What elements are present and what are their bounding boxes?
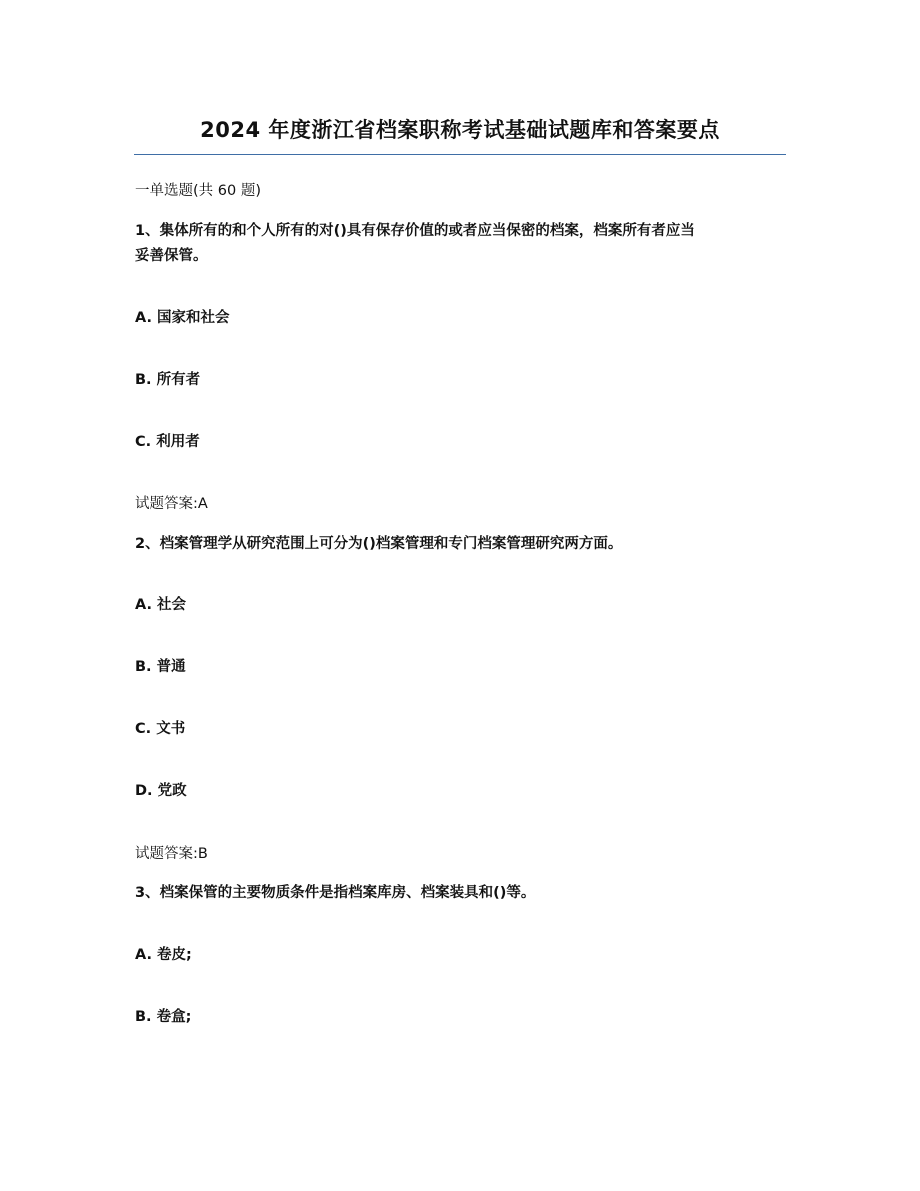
question-1-stem-line-1: 1、集体所有的和个人所有的对()具有保存价值的或者应当保密的档案，档案所有者应当	[135, 223, 695, 239]
question-2-option-c: C. 文书	[135, 721, 186, 737]
question-1-option-b: B. 所有者	[135, 372, 201, 388]
title-underline	[134, 154, 786, 155]
question-2-option-d: D. 党政	[135, 783, 187, 799]
question-1-option-c: C. 利用者	[135, 434, 200, 450]
question-3-stem-line-1: 3、档案保管的主要物质条件是指档案库房、档案装具和()等。	[135, 885, 536, 901]
question-2-stem-line-1: 2、档案管理学从研究范围上可分为()档案管理和专门档案管理研究两方面。	[135, 536, 623, 552]
section-heading: 一单选题(共 60 题)	[135, 183, 261, 199]
question-1-answer: 试题答案:A	[135, 496, 208, 512]
question-2-option-b: B. 普通	[135, 659, 186, 675]
document-title: 2024 年度浙江省档案职称考试基础试题库和答案要点	[200, 118, 720, 142]
question-1-stem-line-2: 妥善保管。	[135, 248, 208, 264]
question-1-option-a: A. 国家和社会	[135, 310, 230, 326]
question-2-option-a: A. 社会	[135, 597, 187, 613]
question-2-answer: 试题答案:B	[135, 846, 208, 862]
question-3-option-a: A. 卷皮;	[135, 947, 192, 963]
question-3-option-b: B. 卷盒;	[135, 1009, 192, 1025]
